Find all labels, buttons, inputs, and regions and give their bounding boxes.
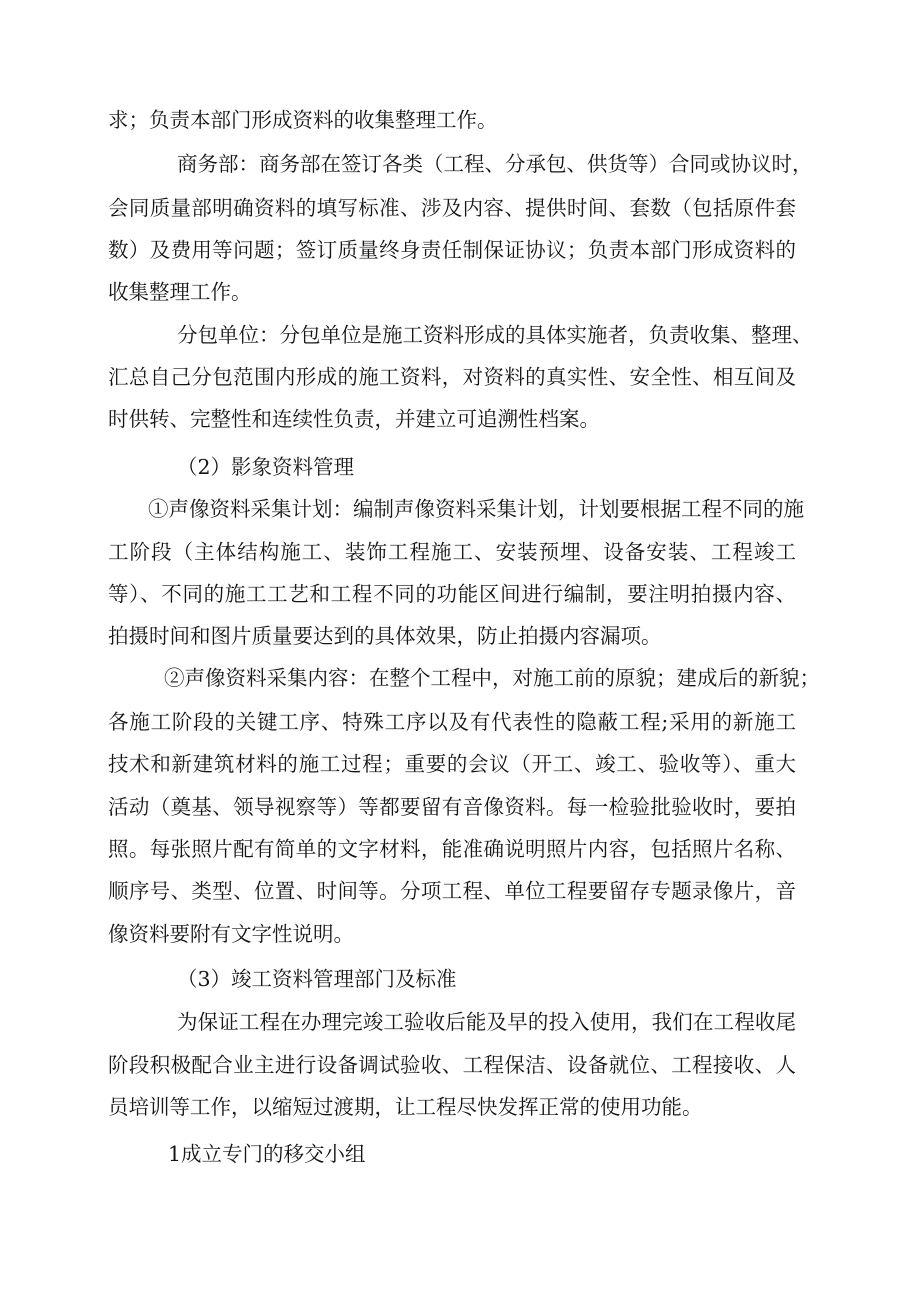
paragraph-line: 顺序号、类型、位置、时间等。分项工程、单位工程要留存专题录像片，音 bbox=[108, 879, 796, 903]
paragraph-line: 汇总自己分包范围内形成的施工资料，对资料的真实性、安全性、相互间及 bbox=[108, 365, 796, 389]
section-heading: （3）竣工资料管理部门及标准 bbox=[177, 967, 457, 991]
paragraph-line: 技术和新建筑材料的施工过程；重要的会议（开工、竣工、验收等）、重大 bbox=[108, 752, 796, 776]
paragraph-line: 时供转、完整性和连续性负责，并建立可追溯性档案。 bbox=[108, 407, 600, 431]
paragraph-line: 像资料要附有文字性说明。 bbox=[108, 922, 354, 946]
paragraph-line: 商务部：商务部在签订各类（工程、分承包、供货等）合同或协议时， bbox=[177, 152, 813, 176]
paragraph-line: 活动（奠基、领导视察等）等都要留有音像资料。每一检验批验收时，要拍 bbox=[108, 795, 796, 819]
paragraph-line: 各施工阶段的关键工序、特殊工序以及有代表性的隐蔽工程;采用的新施工 bbox=[108, 710, 796, 734]
paragraph-line: 阶段积极配合业主进行设备调试验收、工程保洁、设备就位、工程接收、人 bbox=[108, 1053, 796, 1077]
paragraph-line: 等）、不同的施工工艺和工程不同的功能区间进行编制，要注明拍摄内容、 bbox=[108, 582, 796, 606]
paragraph-line: ①声像资料采集计划：编制声像资料采集计划，计划要根据工程不同的施 bbox=[148, 497, 804, 521]
paragraph-line: 为保证工程在办理完竣工验收后能及早的投入使用，我们在工程收尾 bbox=[177, 1010, 796, 1034]
section-heading: （2）影象资料管理 bbox=[177, 455, 355, 479]
paragraph-line: 照。每张照片配有简单的文字材料，能准确说明照片内容，包括照片名称、 bbox=[108, 837, 796, 861]
paragraph-line: 收集整理工作。 bbox=[108, 280, 252, 304]
paragraph-line: 数）及费用等问题；签订质量终身责任制保证协议；负责本部门形成资料的 bbox=[108, 238, 796, 262]
paragraph-line: ②声像资料采集内容：在整个工程中，对施工前的原貌；建成后的新貌； bbox=[164, 666, 820, 690]
section-heading: 1成立专门的移交小组 bbox=[168, 1142, 366, 1166]
paragraph-line: 拍摄时间和图片质量要达到的具体效果，防止拍摄内容漏项。 bbox=[108, 624, 662, 648]
paragraph-line: 会同质量部明确资料的填写标准、涉及内容、提供时间、套数（包括原件套 bbox=[108, 196, 796, 220]
paragraph-line: 工阶段（主体结构施工、装饰工程施工、安装预埋、设备安装、工程竣工 bbox=[108, 540, 796, 564]
paragraph-line: 求；负责本部门形成资料的收集整理工作。 bbox=[108, 108, 498, 132]
paragraph-line: 分包单位：分包单位是施工资料形成的具体实施者，负责收集、整理、 bbox=[177, 323, 813, 347]
paragraph-line: 员培训等工作，以缩短过渡期，让工程尽快发挥正常的使用功能。 bbox=[108, 1095, 703, 1119]
